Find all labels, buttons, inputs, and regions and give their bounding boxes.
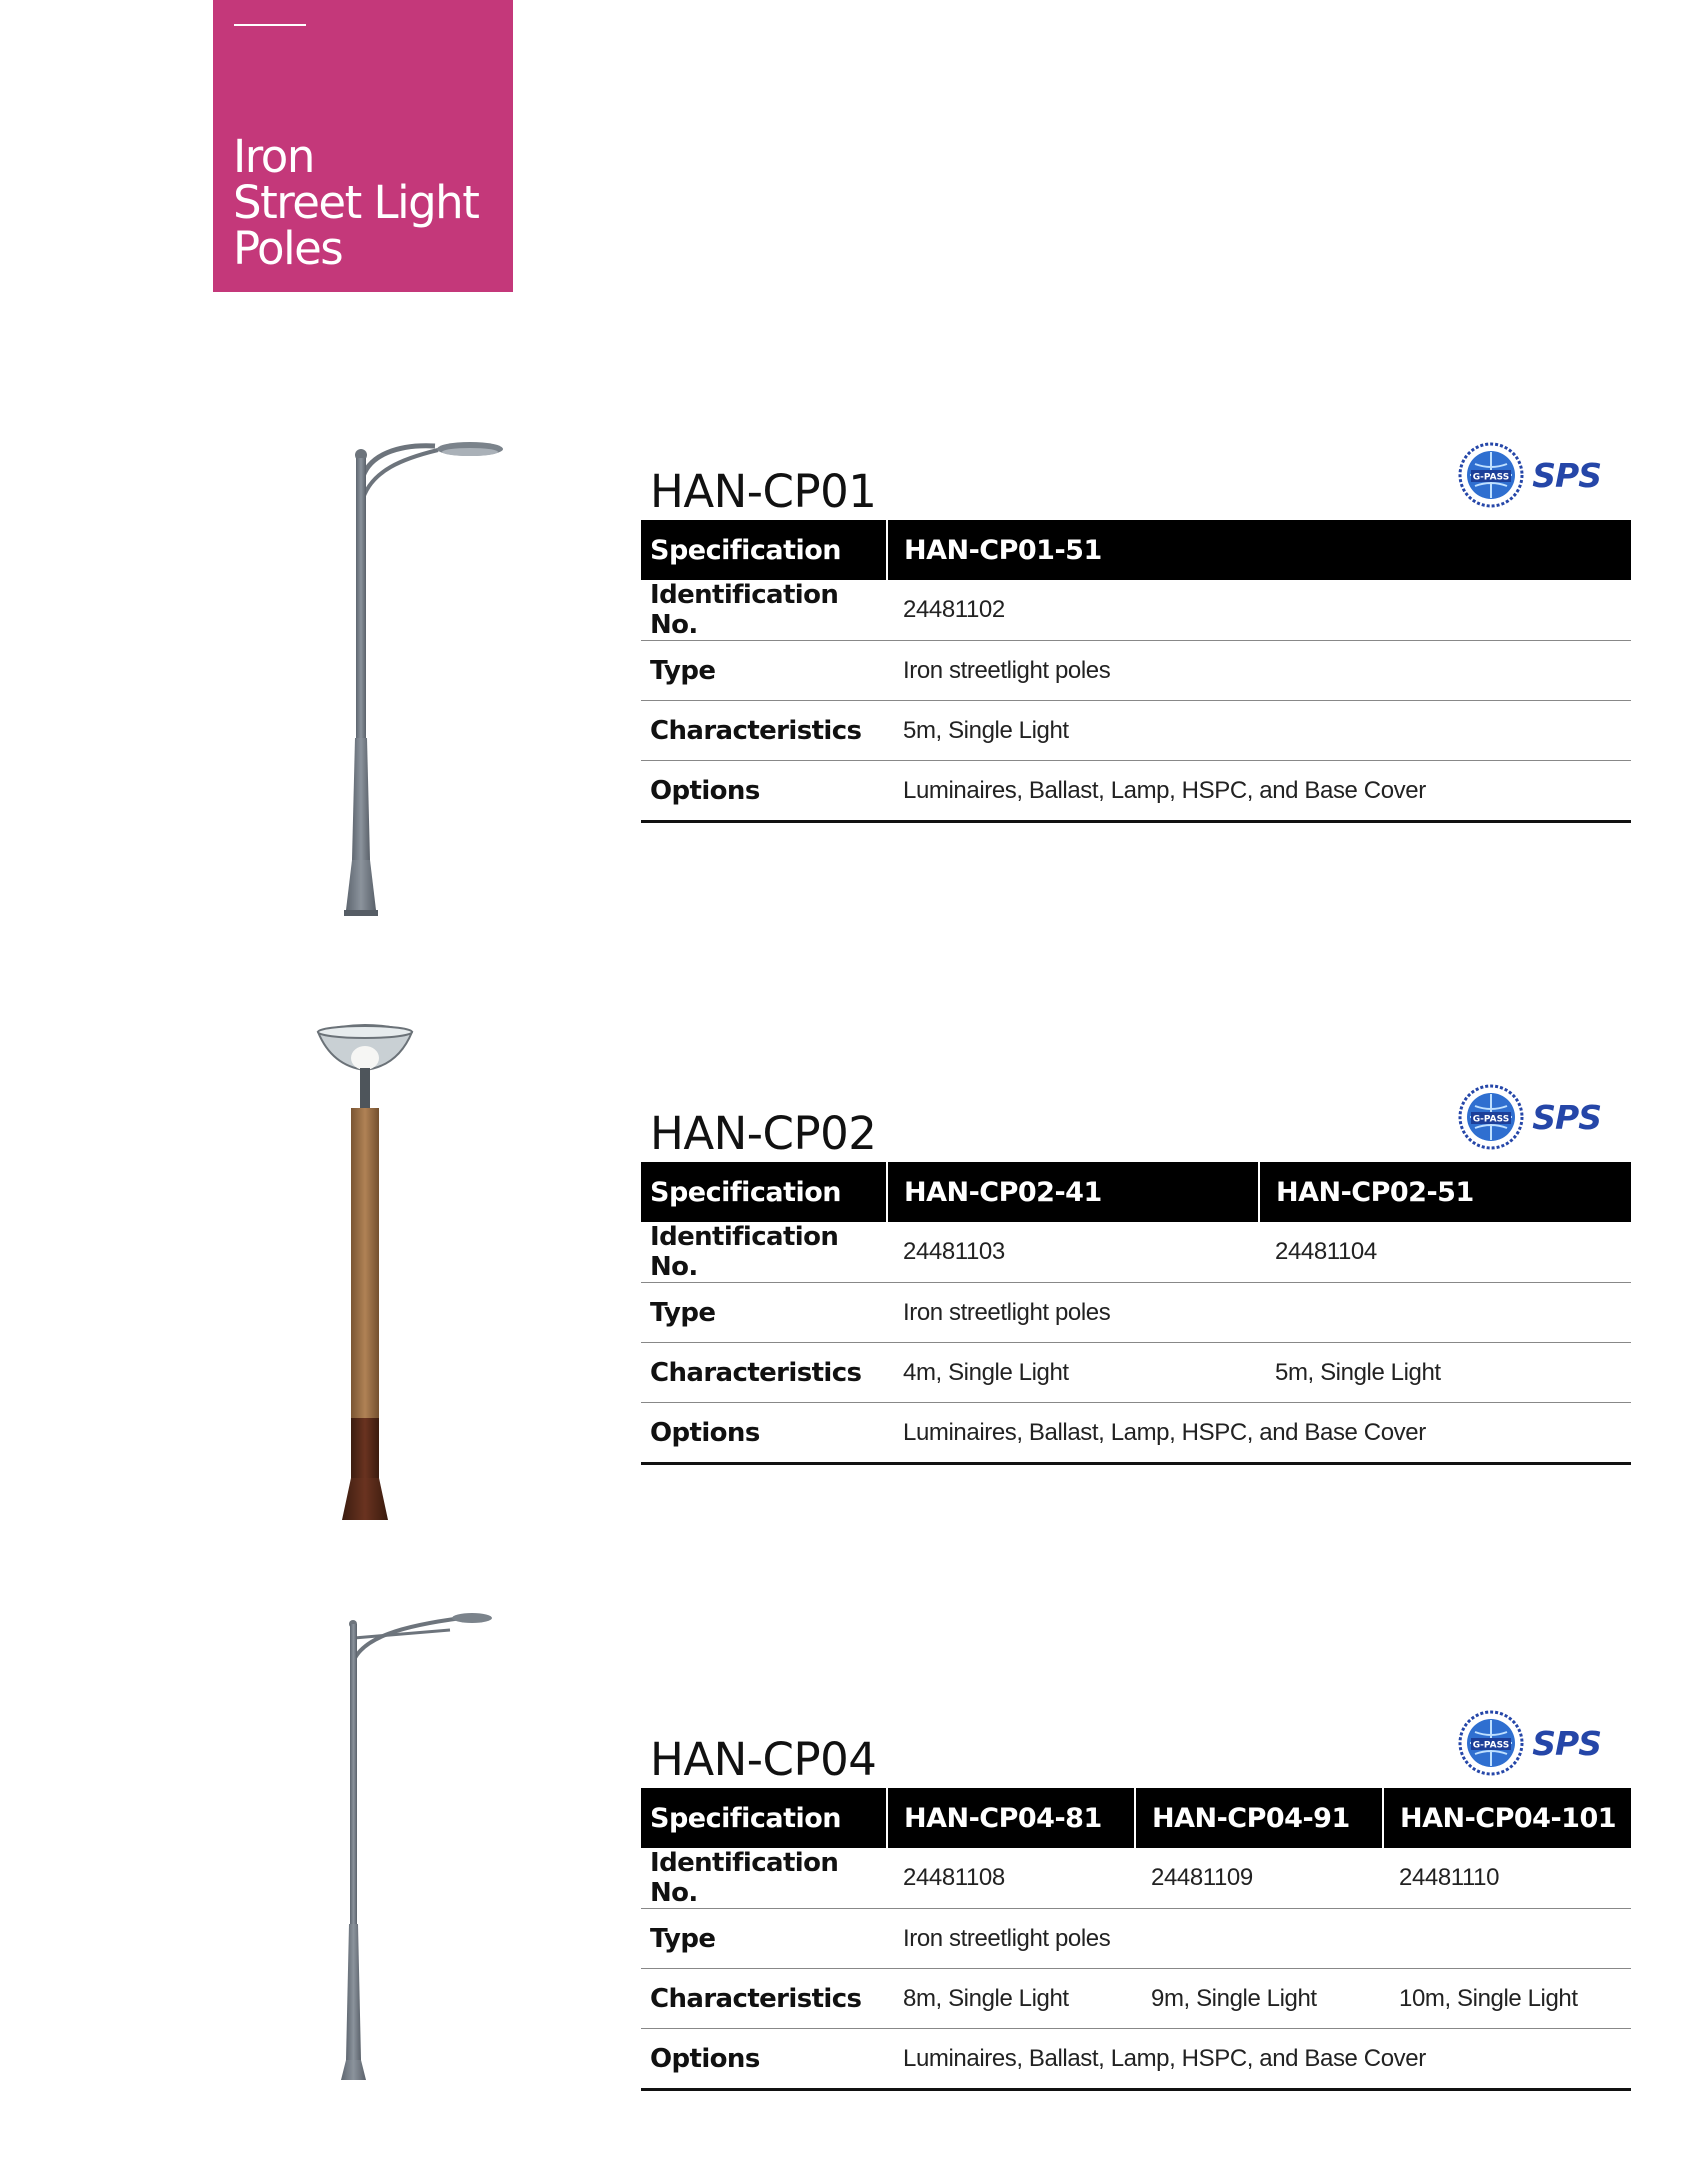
table-row — [641, 761, 1631, 822]
table-row — [641, 701, 1631, 761]
pole-image-cp01 — [320, 440, 520, 920]
table-row — [641, 1848, 1631, 1909]
char-value: 5m, Single Light — [887, 701, 1631, 761]
table-header-row — [641, 520, 1631, 580]
options-value: Luminaires, Ballast, Lamp, HSPC, and Base Cover — [887, 761, 1631, 822]
gpass-badge-text: G-PASS — [1473, 472, 1510, 483]
char-value: 8m, Single Light — [887, 1969, 1135, 2029]
spec-table — [641, 520, 1631, 823]
gpass-badge-icon — [1458, 442, 1524, 508]
id-label: Identification No. — [641, 1848, 887, 1909]
table-row — [641, 641, 1631, 701]
product-han-cp02 — [641, 1097, 1631, 1465]
type-value: Iron streetlight poles — [887, 641, 1631, 701]
id-value: 24481104 — [1259, 1222, 1631, 1283]
options-label: Options — [641, 1403, 887, 1464]
id-value: 24481110 — [1383, 1848, 1631, 1909]
char-label: Characteristics — [641, 1969, 887, 2029]
spec-model: HAN-CP04-101 — [1383, 1788, 1631, 1848]
type-label: Type — [641, 1283, 887, 1343]
spec-model: HAN-CP02-41 — [887, 1162, 1259, 1222]
id-label: Identification No. — [641, 580, 887, 641]
category-header — [213, 0, 513, 292]
spec-model: HAN-CP01-51 — [887, 520, 1631, 580]
certification-logo — [1458, 1084, 1601, 1150]
type-value: Iron streetlight poles — [887, 1909, 1631, 1969]
category-title-line: Iron — [233, 130, 314, 183]
table-row — [641, 1343, 1631, 1403]
table-row — [641, 1222, 1631, 1283]
id-label: Identification No. — [641, 1222, 887, 1283]
id-value: 24481108 — [887, 1848, 1135, 1909]
certification-logo — [1458, 1710, 1601, 1776]
product-model-title: HAN-CP04 — [650, 1733, 877, 1786]
type-label: Type — [641, 1909, 887, 1969]
pole-image-cp04 — [330, 1610, 510, 2090]
sps-brand-text: SPS — [1532, 455, 1601, 495]
gpass-badge-text: G-PASS — [1473, 1114, 1510, 1125]
id-value: 24481102 — [887, 580, 1631, 641]
pole-image-cp02 — [310, 1020, 420, 1520]
product-han-cp01 — [641, 455, 1631, 823]
certification-logo — [1458, 442, 1601, 508]
table-header-row — [641, 1162, 1631, 1222]
type-value: Iron streetlight poles — [887, 1283, 1631, 1343]
id-value: 24481103 — [887, 1222, 1259, 1283]
gpass-badge-icon — [1458, 1710, 1524, 1776]
category-title-line: Poles — [233, 222, 343, 275]
table-row — [641, 580, 1631, 641]
gpass-badge-icon — [1458, 1084, 1524, 1150]
options-value: Luminaires, Ballast, Lamp, HSPC, and Base Cover — [887, 1403, 1631, 1464]
spec-table — [641, 1162, 1631, 1465]
table-header-row — [641, 1788, 1631, 1848]
char-value: 4m, Single Light — [887, 1343, 1259, 1403]
spec-model: HAN-CP02-51 — [1259, 1162, 1631, 1222]
table-row — [641, 1403, 1631, 1464]
char-value: 9m, Single Light — [1135, 1969, 1383, 2029]
product-model-title: HAN-CP01 — [650, 465, 877, 518]
category-title — [233, 130, 479, 275]
spec-model: HAN-CP04-81 — [887, 1788, 1135, 1848]
spec-label: Specification — [641, 1788, 887, 1848]
spec-label: Specification — [641, 1162, 887, 1222]
id-value: 24481109 — [1135, 1848, 1383, 1909]
sps-brand-text: SPS — [1532, 1097, 1601, 1137]
char-label: Characteristics — [641, 1343, 887, 1403]
header-rule — [234, 24, 306, 26]
gpass-badge-text: G-PASS — [1473, 1740, 1510, 1751]
options-label: Options — [641, 2029, 887, 2090]
table-row — [641, 2029, 1631, 2090]
product-han-cp04 — [641, 1723, 1631, 2091]
spec-table — [641, 1788, 1631, 2091]
sps-brand-text: SPS — [1532, 1723, 1601, 1763]
product-model-title: HAN-CP02 — [650, 1107, 877, 1160]
options-value: Luminaires, Ballast, Lamp, HSPC, and Base Cover — [887, 2029, 1631, 2090]
type-label: Type — [641, 641, 887, 701]
char-value: 5m, Single Light — [1259, 1343, 1631, 1403]
char-label: Characteristics — [641, 701, 887, 761]
spec-label: Specification — [641, 520, 887, 580]
category-title-line: Street Light — [233, 176, 479, 229]
table-row — [641, 1969, 1631, 2029]
char-value: 10m, Single Light — [1383, 1969, 1631, 2029]
table-row — [641, 1283, 1631, 1343]
options-label: Options — [641, 761, 887, 822]
table-row — [641, 1909, 1631, 1969]
spec-model: HAN-CP04-91 — [1135, 1788, 1383, 1848]
